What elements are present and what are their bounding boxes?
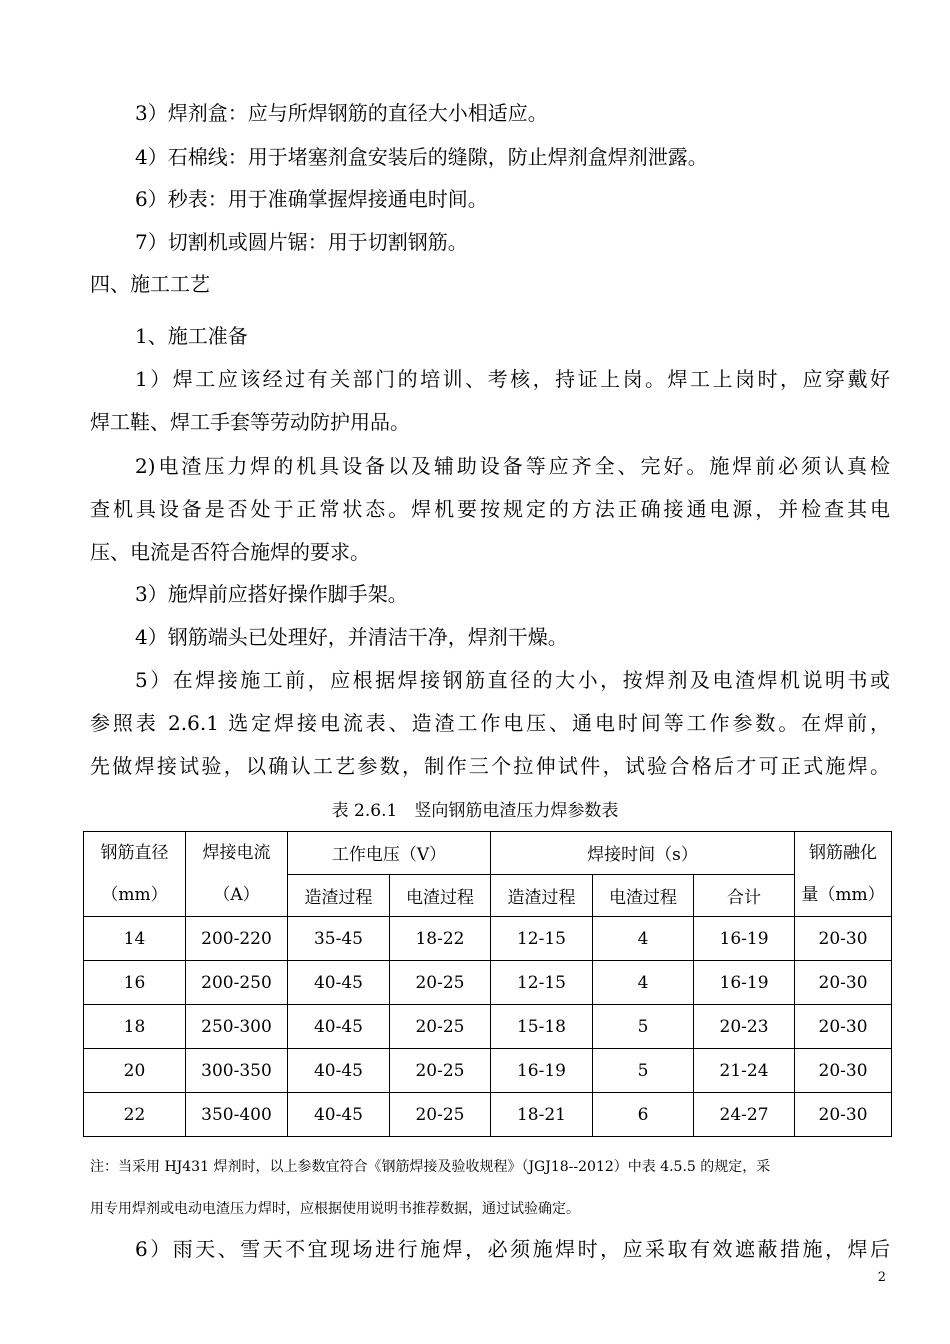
- table-caption: 表 2.6.1 竖向钢筋电渣压力焊参数表: [331, 801, 619, 821]
- cell-slag-voltage: 40-45: [288, 1005, 390, 1049]
- cell-total: 16-19: [694, 917, 795, 961]
- cell-electro-voltage: 20-25: [390, 961, 491, 1005]
- cell-electro-voltage: 20-25: [390, 1049, 491, 1093]
- para-4-bar-ends: 4）钢筋端头已处理好，并清洁干净，焊剂干燥。: [135, 625, 568, 649]
- cell-total: 16-19: [694, 961, 795, 1005]
- cell-diameter: 14: [84, 917, 186, 961]
- header-current: 焊接电流 （A）: [186, 832, 288, 917]
- cell-electro-time: 5: [593, 1005, 694, 1049]
- table-header-row: [84, 832, 892, 875]
- table-row: [84, 961, 892, 1005]
- para-3-flux-box: 3）焊剂盒：应与所焊钢筋的直径大小相适应。: [135, 101, 548, 125]
- cell-melt: 20-30: [795, 917, 892, 961]
- cell-slag-time: 12-15: [491, 917, 593, 961]
- cell-slag-time: 15-18: [491, 1005, 593, 1049]
- para-1-line1: 1）焊工应该经过有关部门的培训、考核，持证上岗。焊工上岗时，应穿戴好: [135, 367, 890, 391]
- cell-total: 24-27: [694, 1093, 795, 1137]
- cell-melt: 20-30: [795, 1049, 892, 1093]
- cell-slag-time: 16-19: [491, 1049, 593, 1093]
- para-5-line1: 5）在焊接施工前，应根据焊接钢筋直径的大小，按焊剂及电渣焊机说明书或: [135, 668, 890, 692]
- cell-slag-voltage: 40-45: [288, 1049, 390, 1093]
- cell-current: 200-220: [186, 917, 288, 961]
- para-5-line3: 先做焊接试验，以确认工艺参数，制作三个拉伸试件，试验合格后才可正式施焊。: [90, 754, 890, 778]
- para-3-scaffold: 3）施焊前应搭好操作脚手架。: [135, 582, 408, 606]
- header-voltage: 工作电压（V）: [288, 832, 491, 875]
- subheader-slag-time: 造渣过程: [491, 874, 593, 917]
- para-4-asbestos: 4）石棉线：用于堵塞剂盒安装后的缝隙，防止焊剂盒焊剂泄露。: [135, 145, 708, 169]
- cell-slag-voltage: 40-45: [288, 1093, 390, 1137]
- cell-electro-voltage: 20-25: [390, 1005, 491, 1049]
- para-7-cutter: 7）切割机或圆片锯：用于切割钢筋。: [135, 230, 468, 254]
- cell-electro-voltage: 18-22: [390, 917, 491, 961]
- subheader-total: 合计: [694, 874, 795, 917]
- cell-electro-time: 6: [593, 1093, 694, 1137]
- cell-current: 350-400: [186, 1093, 288, 1137]
- subheader-electro-voltage: 电渣过程: [390, 874, 491, 917]
- cell-diameter: 20: [84, 1049, 186, 1093]
- header-time: 焊接时间（s）: [491, 832, 795, 875]
- para-2-line3: 压、电流是否符合施焊的要求。: [90, 540, 370, 564]
- subheader-slag-voltage: 造渣过程: [288, 874, 390, 917]
- section-heading-4: 四、施工工艺: [90, 272, 210, 296]
- cell-diameter: 16: [84, 961, 186, 1005]
- table-row: [84, 1005, 892, 1049]
- para-6-weather: 6）雨天、雪天不宜现场进行施焊，必须施焊时，应采取有效遮蔽措施，焊后: [135, 1237, 890, 1261]
- cell-current: 300-350: [186, 1049, 288, 1093]
- para-1-line2: 焊工鞋、焊工手套等劳动防护用品。: [90, 410, 410, 434]
- cell-electro-voltage: 20-25: [390, 1093, 491, 1137]
- cell-melt: 20-30: [795, 1005, 892, 1049]
- header-melt: 钢筋融化 量（mm）: [795, 832, 892, 917]
- table-note-line1: 注：当采用 HJ431 焊剂时，以上参数宜符合《钢筋焊接及验收规程》（JGJ18--2012）中表 4.5.5 的规定，采: [90, 1159, 771, 1175]
- cell-diameter: 18: [84, 1005, 186, 1049]
- cell-slag-time: 12-15: [491, 961, 593, 1005]
- para-2-line2: 查机具设备是否处于正常状态。焊机要按规定的方法正确接通电源，并检查其电: [90, 497, 890, 521]
- cell-current: 250-300: [186, 1005, 288, 1049]
- para-6-stopwatch: 6）秒表：用于准确掌握焊接通电时间。: [135, 187, 488, 211]
- cell-total: 20-23: [694, 1005, 795, 1049]
- para-2-line1: 2)电渣压力焊的机具设备以及辅助设备等应齐全、完好。施焊前必须认真检: [135, 454, 890, 478]
- table-row: [84, 917, 892, 961]
- cell-electro-time: 5: [593, 1049, 694, 1093]
- table-row: [84, 1049, 892, 1093]
- table-note-line2: 用专用焊剂或电动电渣压力焊时，应根据使用说明书推荐数据，通过试验确定。: [90, 1201, 580, 1217]
- cell-current: 200-250: [186, 961, 288, 1005]
- para-5-line2: 参照表 2.6.1 选定焊接电流表、造渣工作电压、通电时间等工作参数。在焊前，: [90, 711, 890, 735]
- subheader-electro-time: 电渣过程: [593, 874, 694, 917]
- cell-electro-time: 4: [593, 917, 694, 961]
- cell-diameter: 22: [84, 1093, 186, 1137]
- parameter-table: [83, 831, 892, 1137]
- cell-electro-time: 4: [593, 961, 694, 1005]
- cell-melt: 20-30: [795, 1093, 892, 1137]
- header-diameter: 钢筋直径 （mm）: [84, 832, 186, 917]
- cell-slag-voltage: 40-45: [288, 961, 390, 1005]
- cell-slag-time: 18-21: [491, 1093, 593, 1137]
- page-number: 2: [877, 1270, 886, 1285]
- cell-total: 21-24: [694, 1049, 795, 1093]
- table-row: [84, 1093, 892, 1137]
- subsection-heading-1: 1、施工准备: [135, 324, 248, 348]
- cell-slag-voltage: 35-45: [288, 917, 390, 961]
- cell-melt: 20-30: [795, 961, 892, 1005]
